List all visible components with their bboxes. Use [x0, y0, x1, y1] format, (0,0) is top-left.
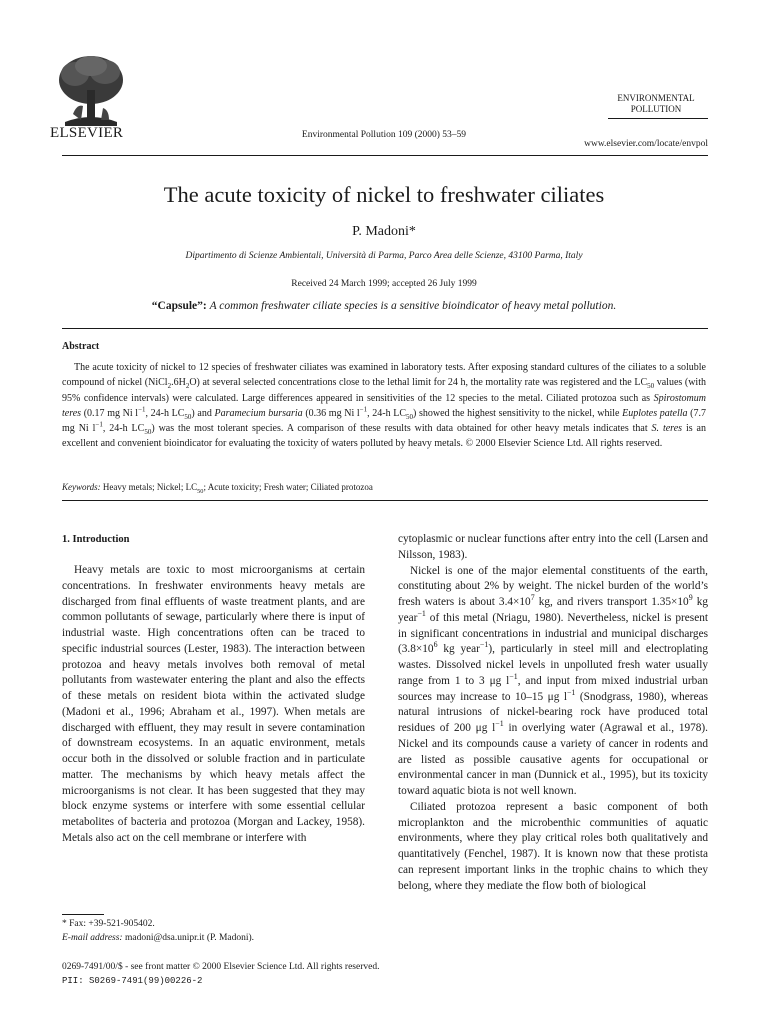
publisher-name: ELSEVIER: [50, 125, 124, 141]
abstract-top-divider: [62, 328, 708, 329]
intro-paragraph: Nickel is one of the major elemental constituents of the earth, constituting about 2% by weight. The nickel burden of the world’s fresh waters is about $3.4\times 10^7$ kg, and rivers transport $1.35\times 10^9$ kg year$^{-1}$ of this metal (Nriagu, 1980). Nevertheless, nickel is present in significant concentrations in industrial and municipal discharges ($3.8\times 10^6$ kg year$^{-1}$), particularly in steel mill and electroplating wastes. Dissolved nickel levels in unpolluted fresh water usually range from 1 to 3 μg $l^{-1}$, and input from mixed industrial urban sources may increase to 10–15 μg $l^{-1}$ (Snodgrass, 1980), whereas natural intrusions of nickel-bearing rock have produced total residues of 200 μg $l^{-1}$ in overlying water (Agrawal et al., 1978). Nickel and its compounds cause a variety of cancer in rodents and are listed as possible causative agents for occupational or environmental cancer in man (Dunnick et al., 1995), but its toxicity toward aquatic biota is not well known.: [398, 564, 709, 797]
abstract-text: The acute toxicity of nickel to 12 species of freshwater ciliates was examined in laboratory tests. After exposing standard cultures of the ciliates to a soluble compound of nickel $(NiCl_2.6H_2O)$ at several selected concentrations close to the lethal limit for 24 h, the mortality rate was registered and the $LC_{50}$ values (with 95% confidence intervals) were calculated. Large differences appeared in sensitivities of the 12 species to the metal. Ciliated protozoa such as Spirostomum teres (0.17 mg Ni $l^{-1}$, 24-h $LC_{50}$) and Paramecium bursaria (0.36 mg Ni $l^{-1}$, 24-h $LC_{50}$) showed the highest sensitivity to the nickel, while Euplotes patella (7.7 mg Ni $l^{-1}$, 24-h $LC_{50}$) was the most tolerant species. A comparison of these results with data obtained for other heavy metals indicates that S. teres is an excellent and convenient bioindicator for evaluating the toxicity of waters polluted by heavy metals. © 2000 Elsevier Science Ltd. All rights reserved.: [62, 362, 706, 450]
intro-paragraph: cytoplasmic or nuclear functions after entry into the cell (Larsen and Nilsson, 1983).: [398, 533, 708, 561]
fax-line: * Fax: +39-521-905402.: [62, 919, 155, 929]
capsule-summary: [0, 300, 768, 312]
abstract-bottom-divider: [62, 500, 708, 501]
keywords-line: Keywords: Heavy metals; Nickel; $LC_{50}$; Acute toxicity; Fresh water; Ciliated protozoa: [62, 482, 373, 495]
author-footnote: [62, 918, 254, 945]
intro-paragraph: Ciliated protozoa represent a basic component of both microplankton and the microbenthic communities of aquatic environments, where they play critical roles both qualitatively and quantitatively (Fenchel, 1987). It is known now that these protista can represent important links in the trophic chains to which they belong, where they mediate the flow both of biological: [398, 800, 708, 892]
elsevier-tree-logo: [55, 52, 127, 128]
author-affiliation: Dipartimento di Scienze Ambientali, Università di Parma, Parco Area delle Scienze, 43100 Parma, Italy: [185, 251, 583, 261]
copyright-line: 0269-7491/00/$ - see front matter © 2000 Elsevier Science Ltd. All rights reserved.: [62, 962, 380, 972]
journal-name-line2: POLLUTION: [630, 104, 682, 114]
species-name: S. teres: [651, 423, 683, 435]
journal-name-rule: [608, 118, 708, 119]
species-name: Euplotes patella: [622, 407, 688, 419]
footnote-rule: [62, 914, 104, 915]
article-title: The acute toxicity of nickel to freshwater ciliates: [163, 182, 605, 207]
copyright-footer: [62, 961, 379, 988]
journal-url-link[interactable]: www.elsevier.com/locate/envpol: [584, 139, 708, 149]
left-column: [62, 563, 365, 847]
section-heading: 1. Introduction: [62, 534, 130, 545]
journal-name-line1: ENVIRONMENTAL: [617, 93, 695, 103]
capsule-label: “Capsule”:: [151, 300, 207, 312]
header-divider: [62, 155, 708, 156]
article-author: P. Madoni*: [352, 224, 416, 239]
species-name: Spirostomum teres: [62, 392, 706, 419]
journal-citation: Environmental Pollution 109 (2000) 53–59: [301, 130, 467, 140]
capsule-text: A common freshwater ciliate species is a sensitive bioindicator of heavy metal pollution.: [209, 300, 617, 312]
journal-name: [606, 93, 706, 115]
email-link[interactable]: madoni@dsa.unipr.it (P. Madoni).: [122, 932, 255, 943]
pii-line: PII: S0269-7491(99)00226-2: [62, 975, 203, 986]
species-name: Paramecium bursaria: [214, 407, 303, 419]
right-column: [398, 532, 708, 894]
abstract-heading: Abstract: [62, 341, 100, 352]
article-dates: Received 24 March 1999; accepted 26 July 1999: [291, 279, 477, 289]
email-line: E-mail address: madoni@dsa.unipr.it (P. Madoni).: [62, 932, 255, 943]
keywords-label: Keywords:: [62, 482, 101, 492]
intro-paragraph: Heavy metals are toxic to most microorganisms at certain concentrations. In freshwater environments heavy metals are discharged from final effluents of waste treatment plants, and are common pollutants of sewage, particularly where there is input of industrial waste. High concentrations often can be traced to specific industrial sources (Lester, 1983). The interaction between protozoa and heavy metals involves both removal of metal pollutants from wastewater entering the plant and also the effects of these metals on resident biota within the activated sludge (Madoni et al., 1996; Abraham et al., 1997). When metals are discharged with effluent, they may result in severe contamination of downstream ecosystems. In an aquatic environment, metals occur both in the dissolved or soluble fraction and in particulate matter. The mechanisms by which heavy metals affect the microorganisms is not clear. It has been suggested that they may block enzyme systems or interfere with some essential cellular metabolites of bacteria and protozoa (Morgan and Lackey, 1958). Metals also act on the cell membrane or interfere with: [62, 564, 365, 844]
